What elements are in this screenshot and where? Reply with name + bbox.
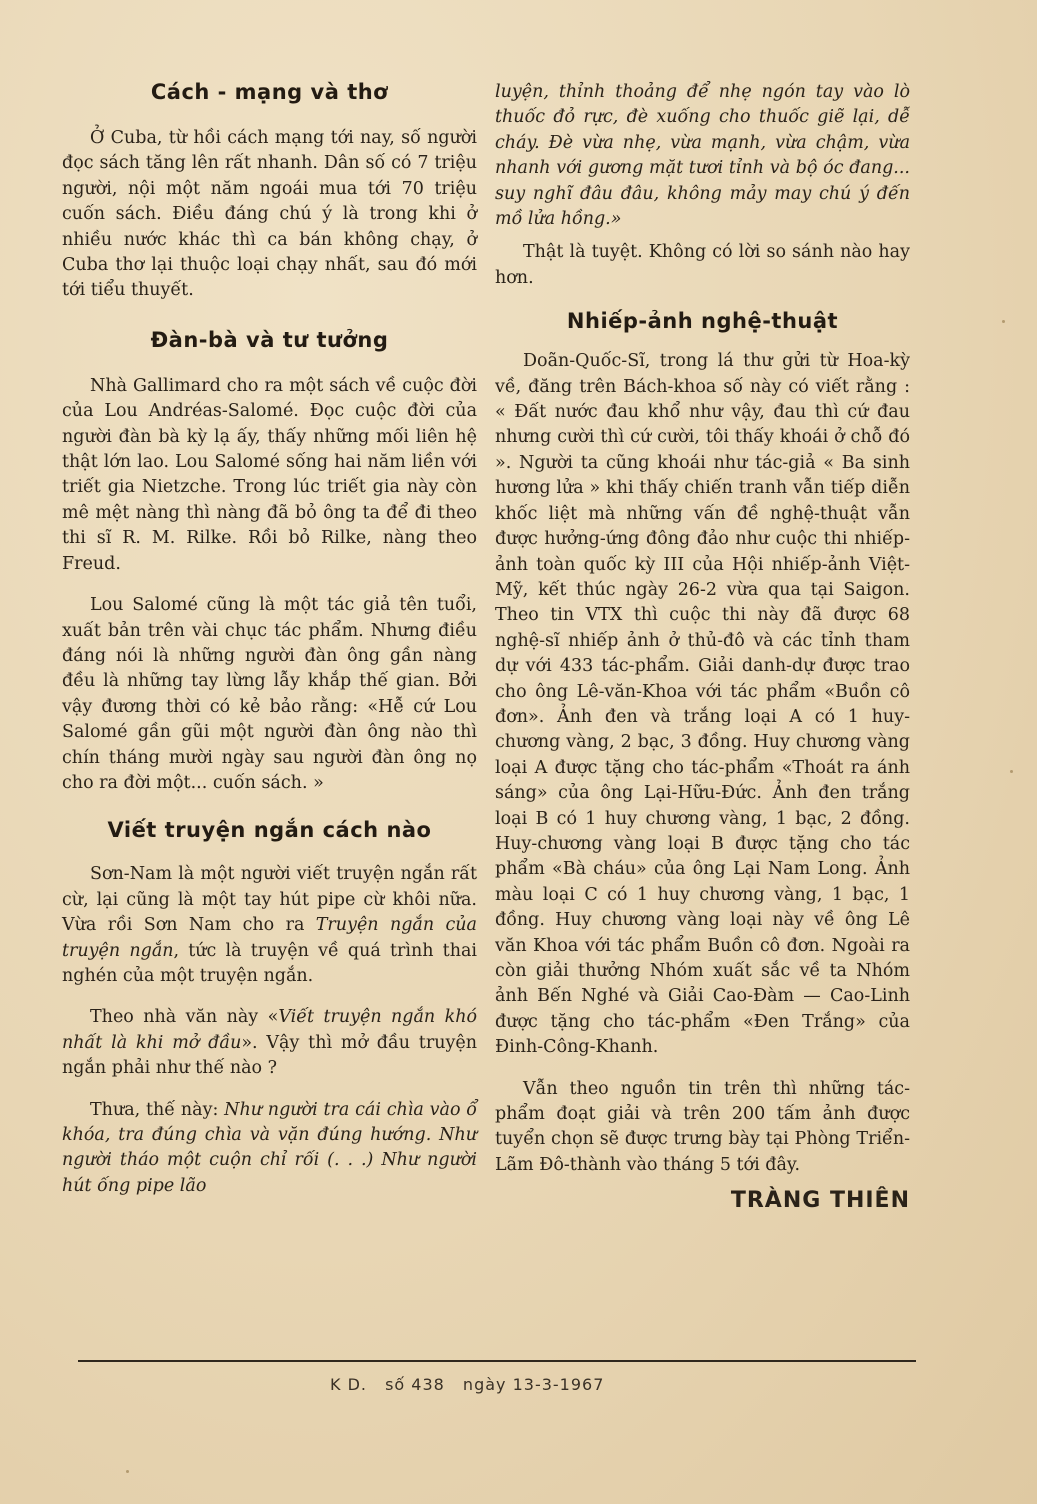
paper-speck bbox=[1002, 320, 1005, 323]
paragraph-lou-salome-1: Nhà Gallimard cho ra một sách về cuộc đời của Lou Andréas-Salomé. Đọc cuộc đời của người đàn bà kỳ lạ ấy, thấy những mối liên hệ thật lớn lao. Lou Salomé sống hai năm liền với triết gia Nietzche. Trong lúc triết gia này còn mê mệt nàng thì nàng đã bỏ ông ta để đi theo thi sĩ R. M. Rilke. Rồi bỏ Rilke, nàng theo Freud. bbox=[62, 375, 477, 574]
analogy-italic: Như người tra cái chìa vào ổ khóa, tra đúng chìa và vặn đúng hướng. Như người tháo một cuộn chỉ rối (. . .) Như người hút ống pipe lão bbox=[62, 1099, 477, 1196]
paragraph-photo-contest: Doãn-Quốc-Sĩ, trong lá thư gửi từ Hoa-kỳ về, đăng trên Bách-khoa số này có viết rằng : « Đất nước đau khổ như vậy, đau thì cứ đau nhưng cười thì cứ cười, tôi thấy khoái ở chỗ đó ». Người ta cũng khoái như tác-giả « Ba sinh hương lửa » khi thấy chiến tranh vẫn tiếp diễn khốc liệt mà những vấn đề nghệ-thuật vẫn được hưởng-ứng đông đảo như cuộc thi nhiếp-ảnh toàn quốc kỳ III của Hội nhiếp-ảnh Việt-Mỹ, kết thúc ngày 26-2 vừa qua tại Saigon. Theo tin VTX thì cuộc thi này đã được 68 nghệ-sĩ nhiếp ảnh ở thủ-đô và các tỉnh tham dự với 433 tác-phẩm. Giải danh-dự được trao cho ông Lê-văn-Khoa với tác phẩm «Buồn cô đơn». Ảnh đen và trắng loại A có 1 huy-chương vàng, 2 bạc, 3 đồng. Huy chương vàng loại A được tặng cho tác-phẩm «Thoát ra ánh sáng» của ông Lại-Hữu-Đức. Ảnh đen trắng loại B có 1 huy chương vàng, 1 bạc, 2 đồng. Huy-chương vàng loại B được tặng cho tác phẩm «Bà cháu» của ông Lại Nam Long. Ảnh màu loại C có 1 huy chương vàng, 1 bạc, 1 đồng. Huy chương vàng loại này về ông Lê văn Khoa với tác phẩm Buồn cô đơn. Ngoài ra còn giải thưởng Nhóm xuất sắc về ta Nhóm ảnh Bến Nghé và Giải Cao-Đàm — Cao-Linh được tặng cho tác-phẩm «Đen Trắng» của Đinh-Công-Khanh. bbox=[495, 351, 910, 1058]
paper-speck bbox=[1010, 770, 1013, 773]
right-column bbox=[495, 80, 910, 1214]
text-thua-a: Thưa, thế này: bbox=[90, 1099, 225, 1120]
paragraph-cuba-poetry: Ở Cuba, từ hồi cách mạng tới nay, số người đọc sách tăng lên rất nhanh. Dân số có 7 triệu người, nội một năm ngoái mua tới 70 triệu cuốn sách. Điều đáng chú ý là trong khi ở nhiều nước khác thì ca bán không chạy, ở Cuba thơ lại thuộc loại chạy nhất, sau đó mới tới tiểu thuyết. bbox=[62, 128, 477, 301]
section-title-dan-ba-va-tu-tuong: Đàn-bà và tư tưởng bbox=[150, 327, 389, 352]
paragraph-lou-salome-2: Lou Salomé cũng là một tác giả tên tuổi, xuất bản trên vài chục tác phẩm. Nhưng điều đáng nói là những người đàn ông gần nàng đều là những tay lừng lẫy khắp thế gian. Bởi vậy đương thời có kẻ bảo rằng: «Hễ cứ Lou Salomé gần gũi một người đàn ông nào thì chín tháng mười ngày sau người đàn ông nọ cho ra đời một... cuốn sách. » bbox=[62, 595, 477, 793]
paragraph-thua-the-nay bbox=[62, 1098, 477, 1200]
author-signature: TRÀNG THIÊN bbox=[730, 1188, 910, 1214]
text-mo-dau-b: ». Vậy thì mở đầu truyện ngắn phải như thế nào ? bbox=[62, 1032, 477, 1079]
left-column bbox=[62, 80, 477, 1199]
footer-date: ngày 13-3-1967 bbox=[462, 1375, 605, 1394]
footer-divider bbox=[78, 1360, 916, 1362]
paragraph-son-nam bbox=[62, 862, 477, 989]
text-son-nam-b: , tức là truyện về quá trình thai nghén của một truyện ngắn. bbox=[62, 940, 477, 986]
text-mo-dau-a: Theo nhà văn này « bbox=[90, 1007, 279, 1028]
footer-publication: K D. bbox=[330, 1375, 367, 1394]
paragraph-that-la-tuyet: Thật là tuyệt. Không có lời so sánh nào hay hơn. bbox=[495, 242, 910, 288]
book-title-italic: Truyện ngắn của truyện ngắn bbox=[62, 915, 477, 961]
section-title-cach-mang-va-tho: Cách - mạng và thơ bbox=[150, 80, 389, 104]
paragraph-mo-dau bbox=[62, 1005, 477, 1081]
paragraph-continued-italic: luyện, thỉnh thoảng để nhẹ ngón tay vào lò thuốc đỏ rực, đè xuống cho thuốc giẽ lại, dễ cháy. Đè vừa nhẹ, vừa mạnh, vừa chậm, vừa nhanh với gương mặt tươi tỉnh và bộ óc đang... suy nghĩ đâu đâu, không mảy may chú ý đến mồ lửa hồng.» bbox=[495, 82, 910, 230]
section-title-nhiep-anh: Nhiếp-ảnh nghệ-thuật bbox=[566, 309, 839, 334]
quote-italic: Viết truyện ngắn khó nhất là khi mở đầu bbox=[62, 1007, 478, 1053]
paper-speck bbox=[126, 1470, 129, 1473]
section-title-viet-truyen-ngan: Viết truyện ngắn cách nào bbox=[107, 818, 432, 843]
text-son-nam-a: Sơn-Nam là một người viết truyện ngắn rất cừ, lại cũng là một tay hút pipe cừ khôi nữa. Vừa rồi Sơn Nam cho ra bbox=[62, 864, 477, 936]
paragraph-exhibition: Vẫn theo nguồn tin trên thì những tác-phẩm đoạt giải và trên 200 tấm ảnh được tuyển chọn sẽ được trưng bày tại Phòng Triển-Lãm Đô-thành vào tháng 5 tới đây. bbox=[495, 1078, 910, 1175]
page-footer bbox=[330, 1375, 616, 1394]
footer-issue: số 438 bbox=[385, 1375, 445, 1394]
